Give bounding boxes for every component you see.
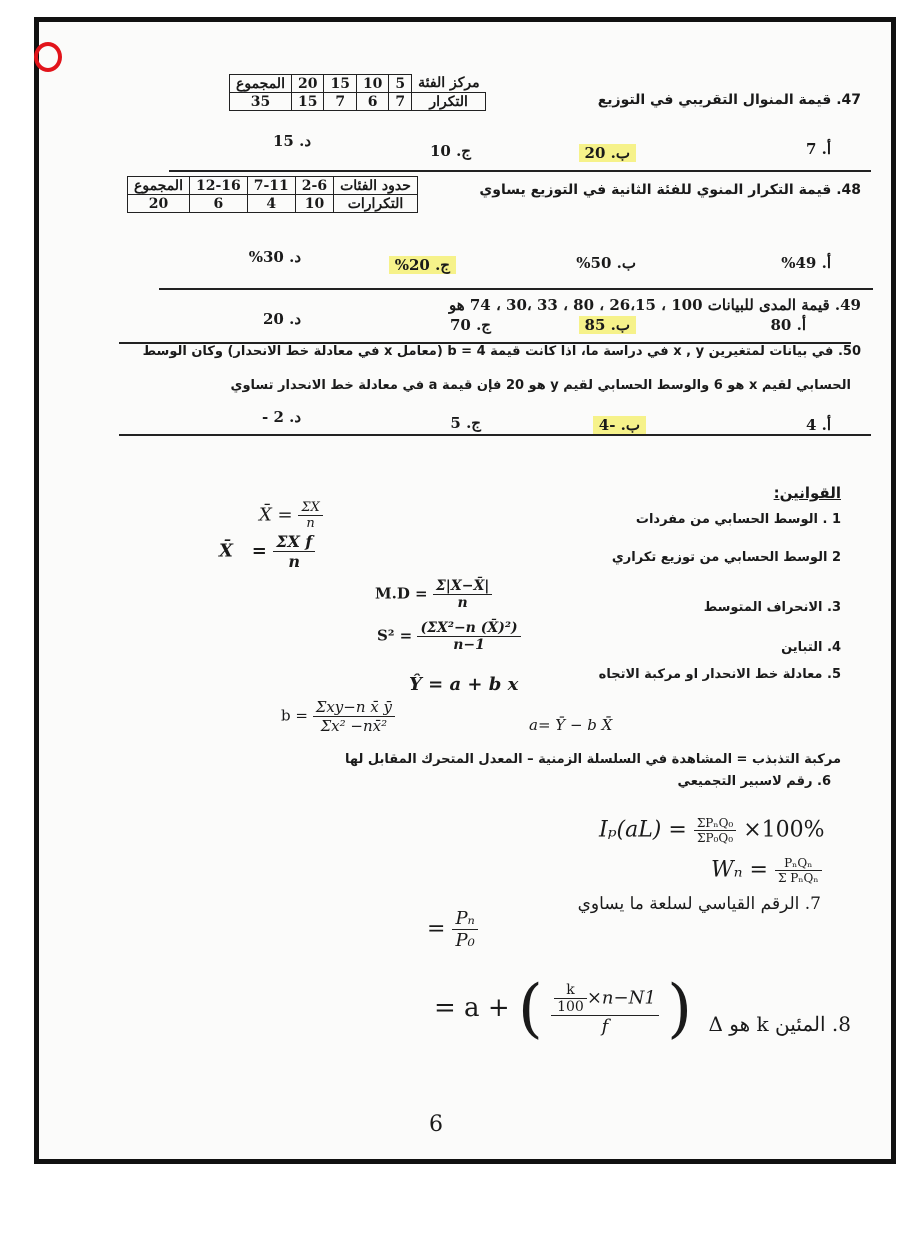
q47-table — [229, 74, 486, 111]
laws-heading: القوانين: — [773, 484, 841, 502]
q50-option-a: أ. 4 — [805, 416, 831, 434]
formula-mean-freq: X̄ = $\frac{\text{ΣX f}}{n}$ — [219, 532, 315, 571]
formula-index: = $\frac{\text{Pₙ}}{\text{P₀}}$ — [427, 908, 478, 951]
formula-laspeyres-num: ΣPₙQ₀ — [694, 816, 736, 831]
divider — [159, 288, 873, 290]
q47-cell: 7 — [389, 93, 412, 111]
q50-line1: 50. في بيانات لمتغيرين x , y في دراسة ما، اذا كانت قيمة b = 4 (معامل x في معادلة خط الانحدار) وكان الوسط — [142, 344, 861, 359]
formula-percentile-den: f — [601, 1015, 609, 1037]
q48-cell: التكرارات — [334, 195, 418, 213]
divider — [169, 170, 871, 172]
formula-mean-raw-den: n — [306, 516, 315, 531]
q50-option-d: د. 2 - — [261, 408, 301, 426]
formula-laspeyres-lhs: Iₚ(aL) = — [599, 817, 687, 843]
page-frame — [34, 17, 896, 1164]
formula-mean-freq-den: n — [288, 552, 301, 571]
formula-weight-num: PₙQₙ — [775, 856, 822, 871]
formula-percentile-100: 100 — [557, 998, 584, 1015]
formula-laspeyres-den: ΣP₀Q₀ — [697, 831, 734, 845]
q48-cell: 7-11 — [247, 177, 295, 195]
formula-variance — [377, 620, 521, 653]
law-item-3: 3. الانحراف المتوسط — [703, 600, 841, 615]
q47-option-c: ج. 10 — [429, 142, 471, 160]
formula-index-den: P₀ — [455, 930, 475, 951]
q48-option-a: أ. 49% — [781, 254, 831, 272]
formula-percentile: = a + ( $\frac{k}{100}$ ×n−N1 f ) — [434, 972, 693, 1046]
q49-text: 49. قيمة المدى للبيانات 100 ، 26،15 ، 80 ، 33 ،30 ، 74 هو — [448, 296, 861, 314]
formula-slope-num: Σxy−n x̄ ȳ — [313, 698, 395, 717]
formula-mean-raw-lhs: X̄ — [259, 504, 272, 526]
formula-index-num: Pₙ — [452, 908, 477, 930]
law-item-5: 5. معادلة خط الانحدار او مركبة الاتجاه — [598, 667, 841, 682]
formula-mean-freq-num: ΣX f — [273, 532, 315, 552]
formula-md-lhs: M.D = — [375, 584, 428, 603]
q47-cell: مركز الفئة — [412, 75, 486, 93]
q47-option-a: أ. 7 — [805, 140, 831, 158]
q47-cell: 5 — [389, 75, 412, 93]
q47-cell: 7 — [324, 93, 356, 111]
formula-slope-den: Σx² −nx̄² — [320, 717, 388, 735]
formula-mean-raw-num: ΣX — [298, 500, 322, 516]
law-item-7: 7. الرقم القياسي لسلعة ما يساوي — [577, 894, 821, 914]
q47-option-b: ب. 20 — [579, 144, 636, 162]
formula-variance-den: n−1 — [453, 637, 485, 653]
formula-percentile-pre: = a + — [434, 993, 510, 1023]
q50-option-c: ج. 5 — [450, 414, 481, 432]
q47-cell: 35 — [230, 93, 292, 111]
law-item-2: 2 الوسط الحسابي من توزيع تكراري — [611, 550, 841, 565]
q48-cell: 10 — [295, 195, 333, 213]
law-item-8: 8. المئين k هو Δ — [708, 1012, 851, 1036]
page-number: 6 — [429, 1112, 443, 1137]
formula-mean-freq-lhs: X̄ — [219, 540, 233, 562]
law-fluctuation: مركبة التذبذب = المشاهدة في السلسلة الزمنية – المعدل المتحرك المقابل لها — [345, 752, 841, 767]
formula-weight-lhs: Wₙ = — [711, 857, 768, 883]
q48-cell: 2-6 — [295, 177, 333, 195]
q49-option-d: د. 20 — [263, 310, 301, 328]
q47-cell: 15 — [324, 75, 356, 93]
q49-option-b: ب. 85 — [579, 316, 636, 334]
formula-laspeyres-tail: ×100% — [743, 817, 825, 843]
law-item-4: 4. التباين — [781, 640, 841, 655]
q50-line2: الحسابي لقيم x هو 6 والوسط الحسابي لقيم y هو 20 فإن قيمة a في معادلة خط الانحدار تساوي — [230, 378, 851, 393]
q47-cell: 15 — [291, 93, 323, 111]
q48-text: 48. قيمة التكرار المنوي للفئة الثانية في التوزيع يساوي — [479, 182, 861, 198]
q47-cell: المجموع — [230, 75, 292, 93]
formula-md-den: n — [457, 595, 468, 611]
q49-option-c: ج. 70 — [449, 316, 491, 334]
formula-regression-line: Ŷ = a + b x — [409, 674, 519, 695]
q48-cell: حدود الفئات — [334, 177, 418, 195]
q48-cell: 12-16 — [189, 177, 247, 195]
red-circle-mark-icon — [34, 42, 62, 72]
formula-mean-raw: X̄ = $\frac{\Sigma X}{n}$ — [259, 500, 323, 531]
q48-table — [127, 176, 418, 213]
q48-option-c: ج. 20% — [389, 256, 456, 274]
formula-md-num: Σ|X−X̄| — [433, 578, 493, 595]
q50-option-b: ب. -4 — [593, 416, 646, 434]
formula-percentile-k: k — [554, 982, 587, 999]
q48-cell: المجموع — [128, 177, 190, 195]
formula-laspeyres — [599, 816, 825, 845]
formula-variance-lhs: S² = — [377, 626, 413, 645]
q47-cell: 10 — [356, 75, 388, 93]
divider — [119, 434, 871, 436]
formula-weight — [711, 856, 822, 885]
q49-option-a: أ. 80 — [770, 316, 806, 334]
q47-option-d: د. 15 — [273, 132, 311, 150]
formula-percentile-tail: ×n−N1 — [586, 987, 656, 1008]
formula-mean-deviation — [375, 578, 492, 611]
q47-cell: 20 — [291, 75, 323, 93]
q48-cell: 6 — [189, 195, 247, 213]
q48-cell: 20 — [128, 195, 190, 213]
formula-variance-num: (ΣX²−n (X̄)²) — [417, 620, 520, 637]
formula-intercept: a= Ȳ − b X̄ — [529, 716, 613, 734]
formula-weight-den: Σ PₙQₙ — [777, 871, 819, 885]
q47-cell: التكرار — [412, 93, 486, 111]
q48-option-d: د. 30% — [248, 248, 301, 266]
formula-slope — [281, 698, 395, 735]
q47-cell: 6 — [356, 93, 388, 111]
law-item-6: 6. رقم لاسبير التجميعي — [677, 774, 831, 789]
q47-text: 47. قيمة المنوال التقريبي في التوزيع — [597, 92, 861, 108]
formula-slope-lhs: b = — [281, 706, 308, 725]
q48-option-b: ب. 50% — [576, 254, 636, 272]
law-item-1: 1 . الوسط الحسابي من مفردات — [635, 512, 841, 527]
q48-cell: 4 — [247, 195, 295, 213]
